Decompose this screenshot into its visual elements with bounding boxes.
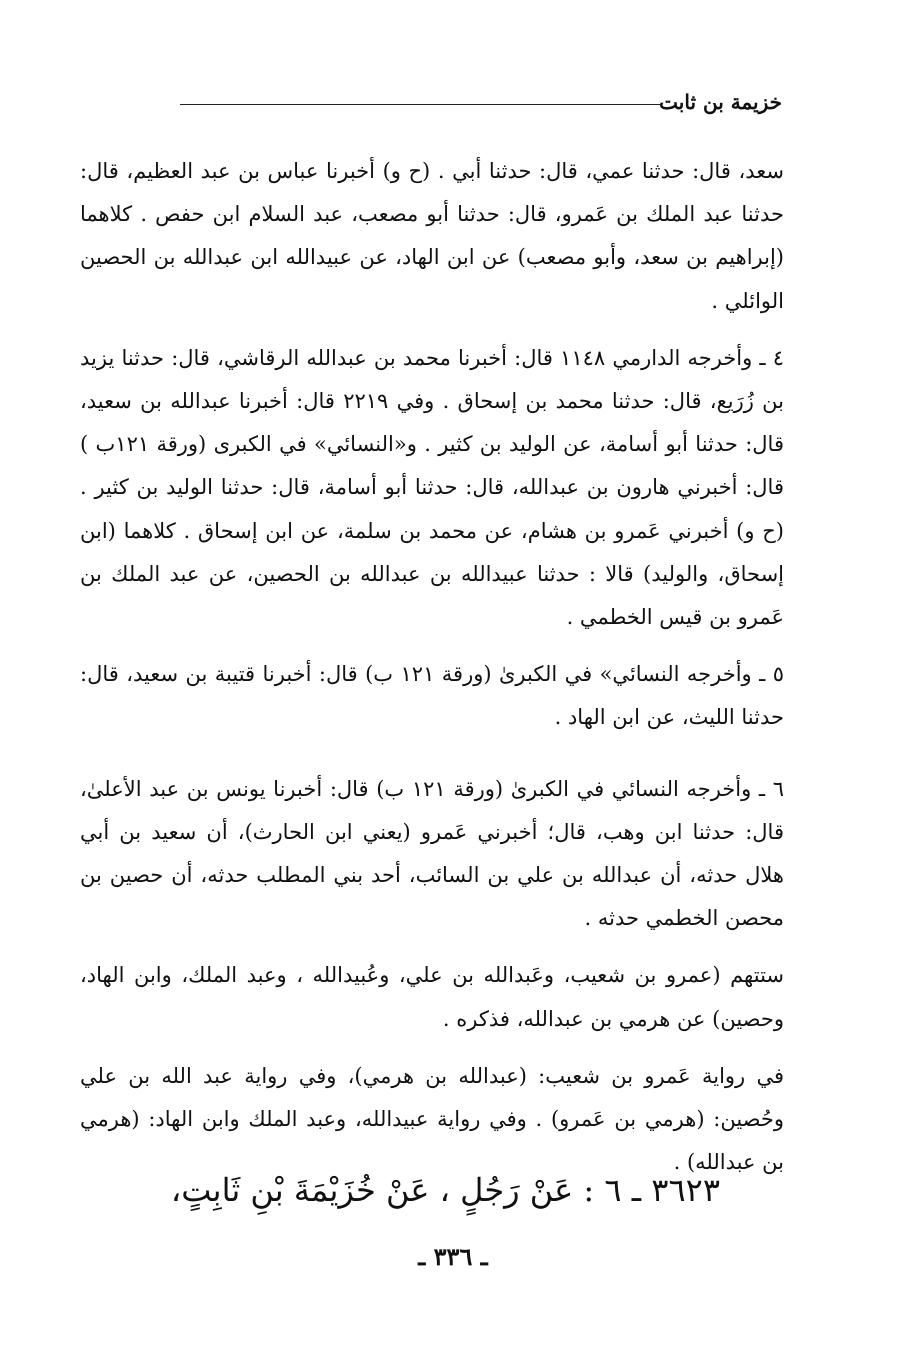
body-text — [80, 150, 784, 1198]
paragraph-takhrij-4: ٤ ـ وأخرجه الدارمي ١١٤٨ قال: أخبرنا محمد بن عبدالله الرقاشي، قال: حدثنا يزيد بن زُرَيع، قال: حدثنا محمد بن إسحاق . وفي ٢٢١٩ قال: أخبرنا عبدالله بن سعيد، قال: حدثنا أبو أسامة، عن الوليد بن كثير . و«النسائي» في الكبرى (ورقة ١٢١ب ) قال: أخبرني هارون بن عبدالله، قال: حدثنا أبو أسامة، قال: حدثنا الوليد بن كثير . (ح و) أخبرني عَمرو بن هشام، عن محمد بن سلمة، عن ابن إسحاق . كلاهما (ابن إسحاق، والوليد) قالا : حدثنا عبيدالله بن عبدالله بن الحصين، عن عبد الملك بن عَمرو بن قيس الخطمي . — [80, 345, 784, 630]
paragraph-takhrij-5: ٥ ـ وأخرجه النسائي» في الكبرىٰ (ورقة ١٢١ ب) قال: أخبرنا قتيبة بن سعيد، قال: حدثنا الليث، عن ابن الهاد . — [80, 662, 784, 730]
header-title: خزيمة بن ثابت — [659, 90, 782, 114]
paragraph-summary: ستتهم (عمرو بن شعيب، وعَبدالله بن علي، وعُبيدالله ، وعبد الملك، وابن الهاد، وحصين) عن هرمي بن عبدالله، فذكره . — [80, 963, 784, 1031]
page-number: ـ ٣٣٦ ـ — [418, 1242, 488, 1271]
hadith-heading: ٣٦٢٣ ـ ٦ : عَنْ رَجُلٍ ، عَنْ خُزَيْمَةَ بْنِ ثَابِتٍ، — [170, 1171, 720, 1209]
paragraph-variants: في رواية عَمرو بن شعيب: (عبدالله بن هرمي)، وفي رواية عبد الله بن علي وحُصين: (هرمي بن عَمرو) . وفي رواية عبيدالله، وعبد الملك وابن الهاد: (هرمي بن عبدالله) . — [80, 1063, 784, 1175]
paragraph-takhrij-6: ٦ ـ وأخرجه النسائي في الكبرىٰ (ورقة ١٢١ ب) قال: أخبرنا يونس بن عبد الأعلىٰ، قال: حدثنا ابن وهب، قال؛ أخبرني عَمرو (يعني ابن الحارث)، أن سعيد بن أبي هلال حدثه، أن عبدالله بن علي بن السائب، أحد بني المطلب حدثه، أن حصين بن محصن الخطمي حدثه . — [80, 776, 784, 931]
running-header — [80, 84, 782, 124]
header-rule — [180, 104, 660, 105]
paragraph-continuation: سعد، قال: حدثنا عمي، قال: حدثنا أبي . (ح و) أخبرنا عباس بن عبد العظيم، قال: حدثنا عبد الملك بن عَمرو، قال: حدثنا أبو مصعب، عبد السلام ابن حفص . كلاهما (إبراهيم بن سعد، وأبو مصعب) عن ابن الهاد، عن عبيدالله ابن عبدالله بن الحصين الوائلي . — [80, 159, 784, 313]
